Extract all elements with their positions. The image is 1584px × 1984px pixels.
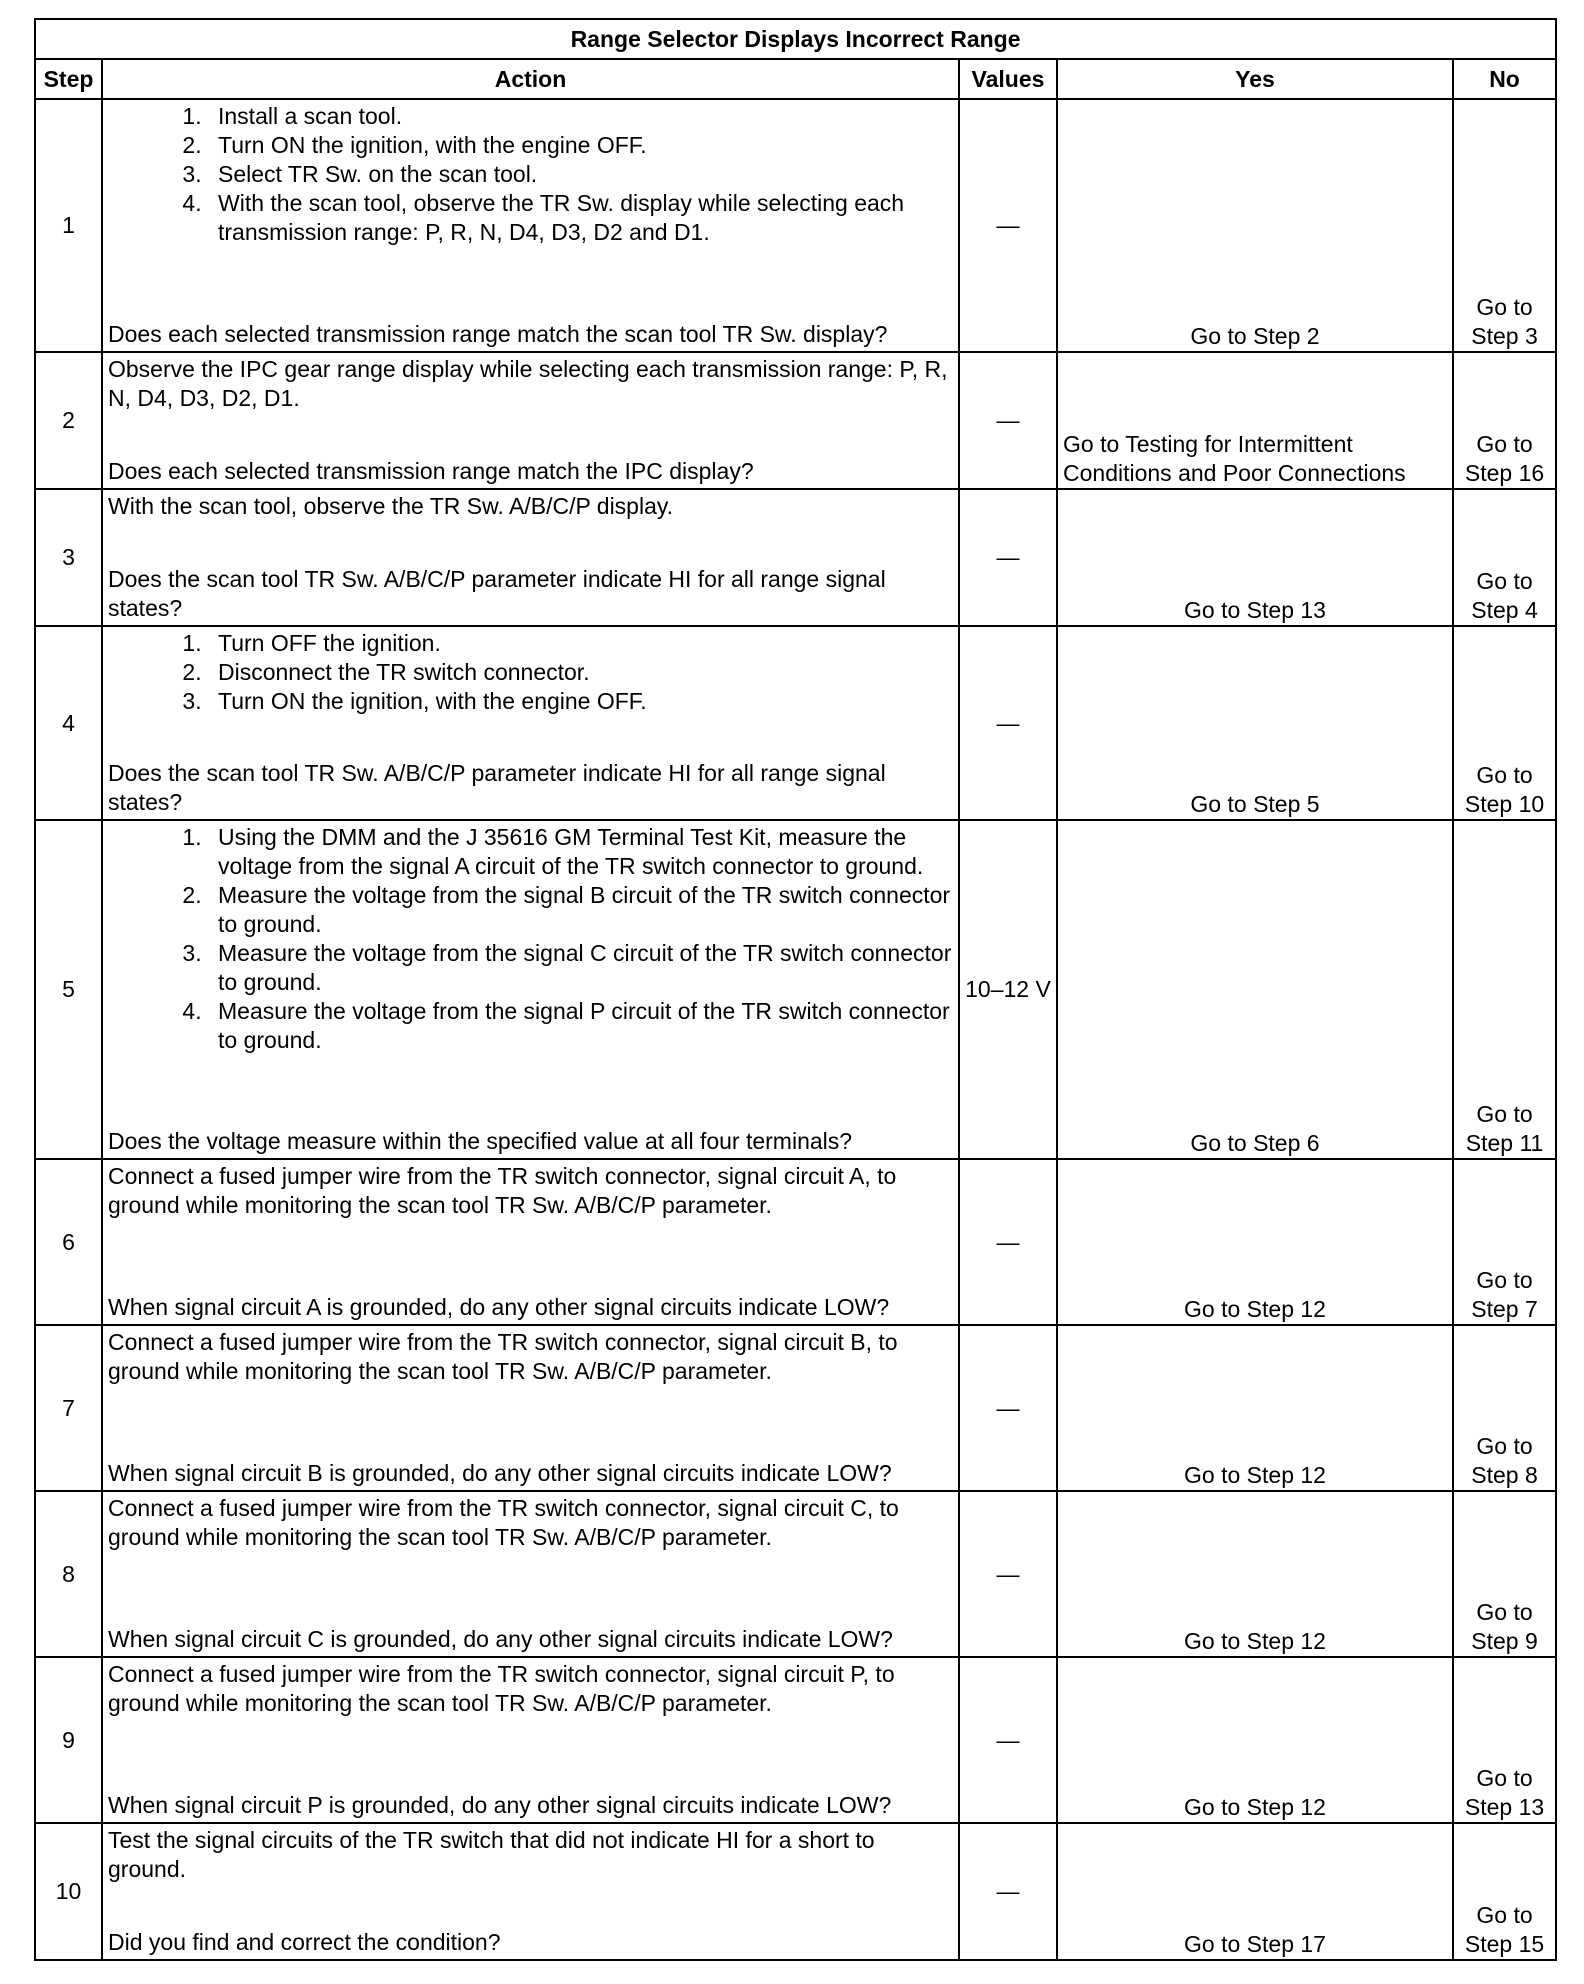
value-cell: — xyxy=(959,1491,1057,1657)
action-question: Does the scan tool TR Sw. A/B/C/P parameter indicate HI for all range signal states? xyxy=(108,566,886,621)
yes-cell: Go to Step 17 xyxy=(1057,1823,1453,1960)
list-item: 3. Select TR Sw. on the scan tool. xyxy=(208,160,953,189)
action-instruction: Connect a fused jumper wire from the TR switch connector, signal circuit C, to ground while monitoring the scan tool TR Sw. A/B/C/P parameter. xyxy=(108,1495,899,1550)
value-cell: — xyxy=(959,352,1057,489)
action-instruction: With the scan tool, observe the TR Sw. A/B/C/P display. xyxy=(108,493,674,519)
no-cell: Go to Step 4 xyxy=(1453,489,1556,626)
table-title: Range Selector Displays Incorrect Range xyxy=(35,19,1556,59)
action-cell xyxy=(102,1657,959,1823)
action-question: Did you find and correct the condition? xyxy=(108,1929,501,1955)
no-cell: Go to Step 3 xyxy=(1453,99,1556,352)
value-cell: — xyxy=(959,1657,1057,1823)
no-cell: Go to Step 9 xyxy=(1453,1491,1556,1657)
table-row xyxy=(35,1491,1556,1657)
action-instruction: Test the signal circuits of the TR switch that did not indicate HI for a short to ground. xyxy=(108,1827,875,1882)
list-item: 1. Turn OFF the ignition. xyxy=(208,629,953,658)
yes-cell: Go to Step 13 xyxy=(1057,489,1453,626)
step-number: 6 xyxy=(35,1159,102,1325)
step-number: 9 xyxy=(35,1657,102,1823)
table-row xyxy=(35,489,1556,626)
yes-cell: Go to Step 12 xyxy=(1057,1657,1453,1823)
step-number: 4 xyxy=(35,626,102,820)
action-steps-list xyxy=(108,629,953,716)
value-cell: 10–12 V xyxy=(959,820,1057,1159)
list-item: 3. Measure the voltage from the signal C circuit of the TR switch connector to ground. xyxy=(208,939,953,997)
action-instruction: Observe the IPC gear range display while selecting each transmission range: P, R, N, D4, D3, D2, D1. xyxy=(108,356,948,411)
action-question: When signal circuit B is grounded, do any other signal circuits indicate LOW? xyxy=(108,1460,892,1486)
header-step: Step xyxy=(35,59,102,99)
no-cell: Go to Step 8 xyxy=(1453,1325,1556,1491)
yes-cell: Go to Testing for Intermittent Conditions and Poor Connections xyxy=(1057,352,1453,489)
no-cell: Go to Step 16 xyxy=(1453,352,1556,489)
no-cell: Go to Step 10 xyxy=(1453,626,1556,820)
header-action: Action xyxy=(102,59,959,99)
value-cell: — xyxy=(959,626,1057,820)
list-item: 3. Turn ON the ignition, with the engine OFF. xyxy=(208,687,953,716)
action-cell xyxy=(102,1823,959,1960)
step-number: 2 xyxy=(35,352,102,489)
yes-cell: Go to Step 2 xyxy=(1057,99,1453,352)
list-item: 4. Measure the voltage from the signal P circuit of the TR switch connector to ground. xyxy=(208,997,953,1055)
yes-cell: Go to Step 12 xyxy=(1057,1491,1453,1657)
value-cell: — xyxy=(959,99,1057,352)
action-instruction: Connect a fused jumper wire from the TR switch connector, signal circuit P, to ground while monitoring the scan tool TR Sw. A/B/C/P parameter. xyxy=(108,1661,895,1716)
header-no: No xyxy=(1453,59,1556,99)
table-row xyxy=(35,1657,1556,1823)
action-cell xyxy=(102,99,959,352)
yes-cell: Go to Step 5 xyxy=(1057,626,1453,820)
action-cell xyxy=(102,352,959,489)
diagnostic-table xyxy=(34,18,1557,1961)
step-number: 7 xyxy=(35,1325,102,1491)
action-steps-list xyxy=(108,102,953,247)
step-number: 8 xyxy=(35,1491,102,1657)
table-row xyxy=(35,352,1556,489)
no-cell: Go to Step 7 xyxy=(1453,1159,1556,1325)
list-item: 1. Using the DMM and the J 35616 GM Terminal Test Kit, measure the voltage from the signal A circuit of the TR switch connector to ground. xyxy=(208,823,953,881)
value-cell: — xyxy=(959,1823,1057,1960)
table-row xyxy=(35,1159,1556,1325)
step-number: 3 xyxy=(35,489,102,626)
list-item: 4. With the scan tool, observe the TR Sw. display while selecting each transmission range: P, R, N, D4, D3, D2 and D1. xyxy=(208,189,953,247)
table-row xyxy=(35,626,1556,820)
action-cell xyxy=(102,626,959,820)
action-question: When signal circuit A is grounded, do any other signal circuits indicate LOW? xyxy=(108,1294,890,1320)
value-cell: — xyxy=(959,489,1057,626)
action-cell xyxy=(102,820,959,1159)
action-question: When signal circuit C is grounded, do any other signal circuits indicate LOW? xyxy=(108,1626,893,1652)
step-number: 10 xyxy=(35,1823,102,1960)
table-row xyxy=(35,1325,1556,1491)
list-item: 2. Disconnect the TR switch connector. xyxy=(208,658,953,687)
table-row xyxy=(35,820,1556,1159)
no-cell: Go to Step 15 xyxy=(1453,1823,1556,1960)
value-cell: — xyxy=(959,1159,1057,1325)
step-number: 1 xyxy=(35,99,102,352)
table-row xyxy=(35,99,1556,352)
table-row xyxy=(35,1823,1556,1960)
step-number: 5 xyxy=(35,820,102,1159)
action-cell xyxy=(102,1491,959,1657)
action-instruction: Connect a fused jumper wire from the TR switch connector, signal circuit B, to ground while monitoring the scan tool TR Sw. A/B/C/P parameter. xyxy=(108,1329,898,1384)
yes-cell: Go to Step 6 xyxy=(1057,820,1453,1159)
header-yes: Yes xyxy=(1057,59,1453,99)
action-cell xyxy=(102,1325,959,1491)
list-item: 1. Install a scan tool. xyxy=(208,102,953,131)
action-question: Does the scan tool TR Sw. A/B/C/P parameter indicate HI for all range signal states? xyxy=(108,760,886,815)
action-instruction: Connect a fused jumper wire from the TR switch connector, signal circuit A, to ground while monitoring the scan tool TR Sw. A/B/C/P parameter. xyxy=(108,1163,897,1218)
action-cell xyxy=(102,1159,959,1325)
header-values: Values xyxy=(959,59,1057,99)
value-cell: — xyxy=(959,1325,1057,1491)
action-cell xyxy=(102,489,959,626)
action-question: Does each selected transmission range match the scan tool TR Sw. display? xyxy=(108,321,888,347)
document-page xyxy=(34,18,1555,1961)
list-item: 2. Turn ON the ignition, with the engine OFF. xyxy=(208,131,953,160)
yes-cell: Go to Step 12 xyxy=(1057,1325,1453,1491)
no-cell: Go to Step 13 xyxy=(1453,1657,1556,1823)
action-question: Does the voltage measure within the specified value at all four terminals? xyxy=(108,1128,853,1154)
action-question: Does each selected transmission range match the IPC display? xyxy=(108,458,754,484)
list-item: 2. Measure the voltage from the signal B circuit of the TR switch connector to ground. xyxy=(208,881,953,939)
action-question: When signal circuit P is grounded, do any other signal circuits indicate LOW? xyxy=(108,1792,892,1818)
action-steps-list xyxy=(108,823,953,1055)
no-cell: Go to Step 11 xyxy=(1453,820,1556,1159)
yes-cell: Go to Step 12 xyxy=(1057,1159,1453,1325)
